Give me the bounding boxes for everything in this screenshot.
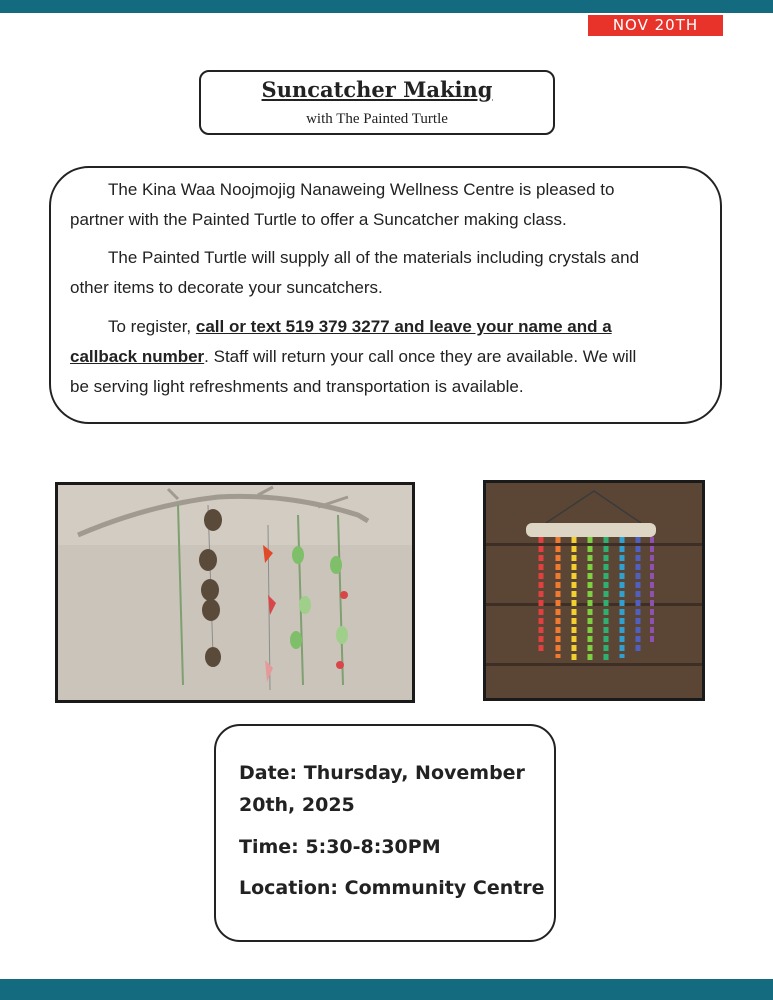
bottom-bar <box>0 979 773 1000</box>
intro-line-2: partner with the Painted Turtle to offer a Suncatcher making class. <box>70 210 567 229</box>
event-time: Time: 5:30-8:30PM <box>239 836 441 858</box>
event-date-line-2: 20th, 2025 <box>239 794 355 816</box>
top-bar <box>0 0 773 13</box>
branch-suncatcher-image <box>58 485 412 700</box>
page-title: Suncatcher Making <box>261 77 493 102</box>
event-date-line-1: Date: Thursday, November <box>239 762 525 784</box>
register-phone-text: call or text 519 379 3277 and leave your name and a <box>195 317 612 336</box>
register-prefix: To register, <box>108 317 196 336</box>
register-line-1 <box>70 312 636 342</box>
title-box <box>199 70 555 135</box>
register-line-3: be serving light refreshments and transportation is available. <box>70 377 524 396</box>
callback-number-text: callback number <box>70 347 205 366</box>
materials-line-1: The Painted Turtle will supply all of the materials including crystals and <box>108 248 640 267</box>
register-line-2-rest: . Staff will return your call once they are available. We will <box>204 347 637 366</box>
date-tag: NOV 20TH <box>588 15 723 36</box>
page-subtitle: with The Painted Turtle <box>306 111 448 127</box>
materials-line-2: other items to decorate your suncatchers. <box>70 278 383 297</box>
register-paragraph <box>70 312 636 402</box>
info-box <box>49 166 722 424</box>
event-details-box <box>214 724 556 942</box>
intro-paragraph <box>70 175 614 235</box>
materials-paragraph <box>70 243 639 303</box>
branch-suncatcher-photo <box>55 482 415 703</box>
register-line-2 <box>70 342 636 372</box>
event-location: Location: Community Centre <box>239 877 545 899</box>
crystal-suncatcher-photo <box>483 480 705 701</box>
intro-line-1: The Kina Waa Noojmojig Nanaweing Wellness Centre is pleased to <box>108 180 615 199</box>
crystal-suncatcher-image <box>486 483 702 698</box>
